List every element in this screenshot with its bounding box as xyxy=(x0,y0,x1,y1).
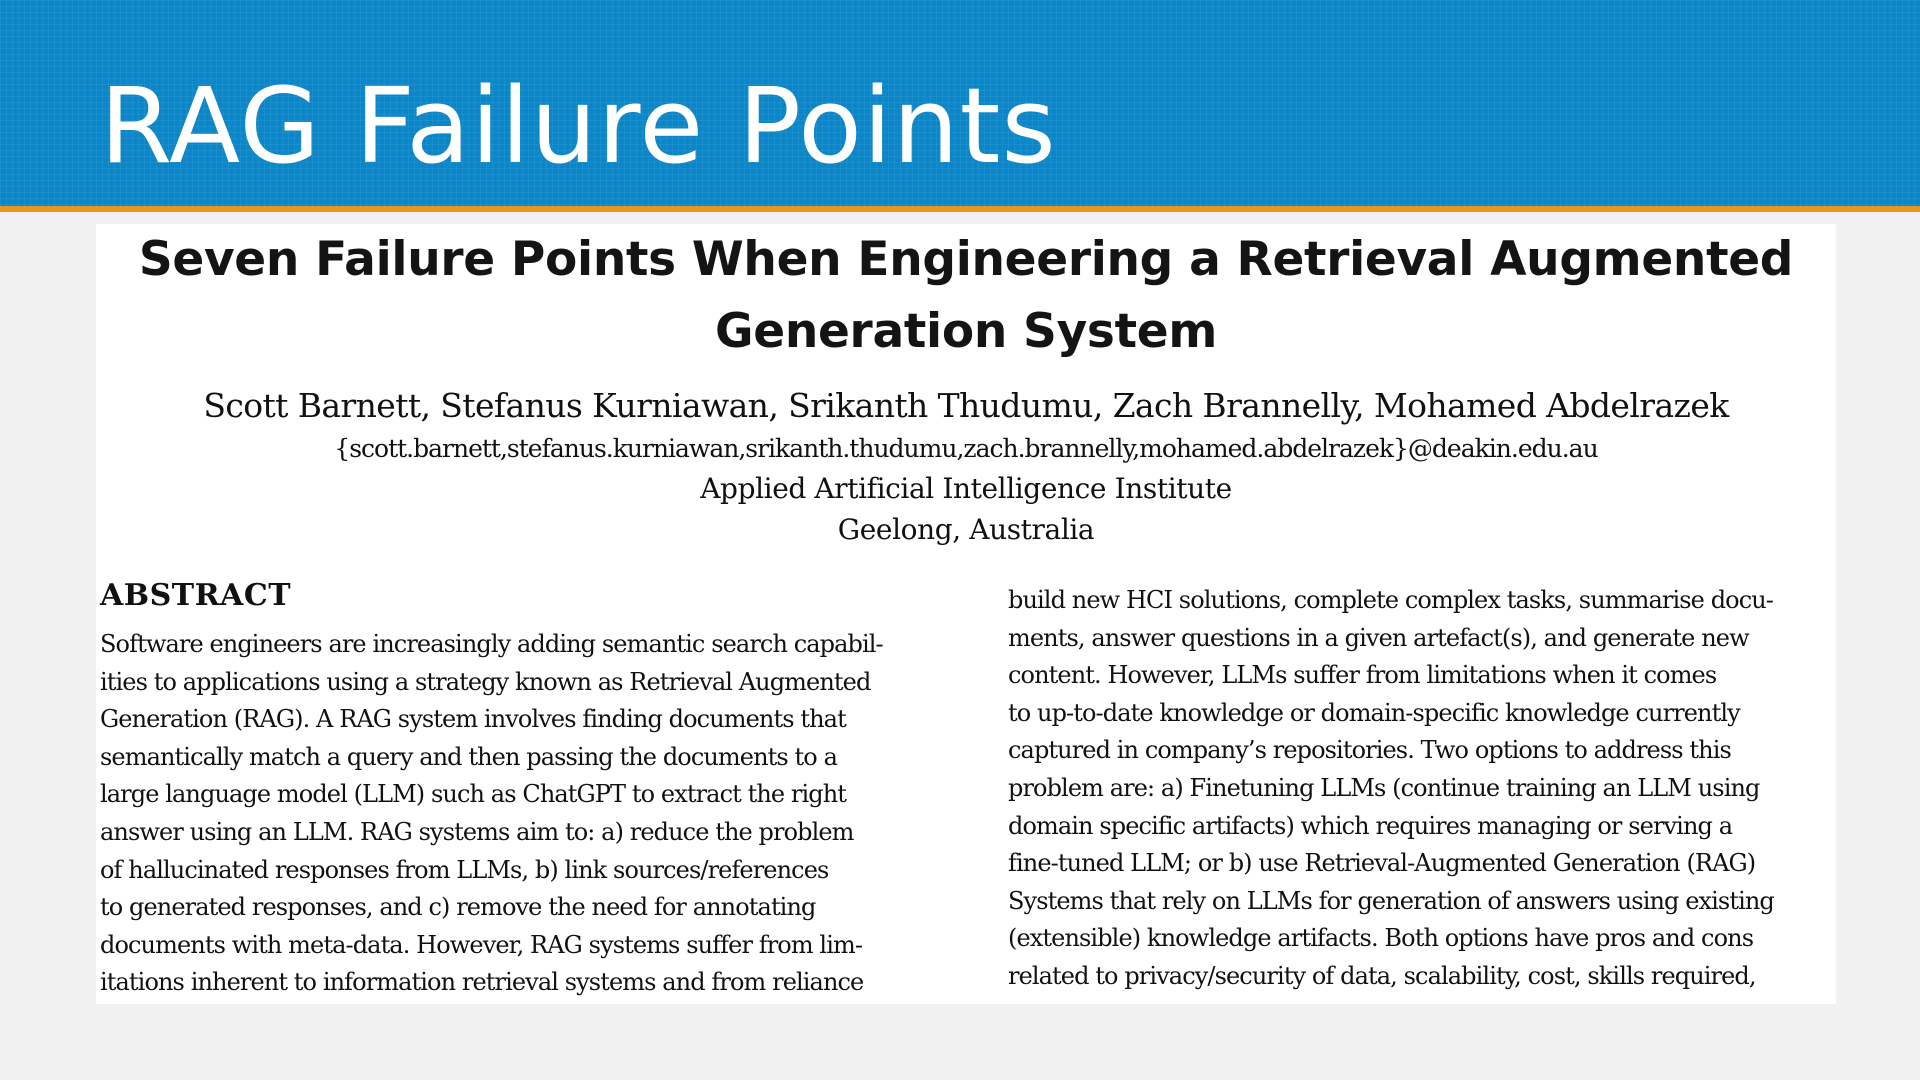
text-line: captured in company’s repositories. Two options to address this xyxy=(1008,736,1731,765)
text-line: semantically match a query and then passing the documents to a xyxy=(100,742,837,771)
text-line: answer using an LLM. RAG systems aim to: a) reduce the problem xyxy=(100,817,854,846)
paper-title-line: Generation System xyxy=(714,304,1218,359)
text-line: related to privacy/security of data, scalability, cost, skills required, xyxy=(1008,961,1756,990)
abstract-right-column xyxy=(1008,582,1836,996)
text-line: itations inherent to information retrieval systems and from reliance xyxy=(100,968,864,997)
text-line: large language model (LLM) such as ChatGPT to extract the right xyxy=(100,780,847,809)
paper-title xyxy=(96,224,1836,368)
text-line: build new HCI solutions, complete complex tasks, summarise docu- xyxy=(1008,586,1774,614)
text-line: ities to applications using a strategy known as Retrieval Augmented xyxy=(100,667,871,696)
text-line: content. However, LLMs suffer from limitations when it comes xyxy=(1008,661,1717,690)
paper-affiliation: Applied Artificial Intelligence Institute xyxy=(700,472,1232,505)
header-accent-rule xyxy=(0,206,1920,212)
text-line: of hallucinated responses from LLMs, b) link sources/references xyxy=(100,855,829,884)
paper-emails: {scott.barnett,stefanus.kurniawan,srikanth.thudumu,zach.brannelly,mohamed.abdelrazek}@deakin.edu.au xyxy=(334,434,1598,463)
text-line: Systems that rely on LLMs for generation of answers using existing xyxy=(1008,886,1774,915)
paper-authors: Scott Barnett, Stefanus Kurniawan, Srikanth Thudumu, Zach Brannelly, Mohamed Abdelrazek xyxy=(203,386,1729,425)
text-line: documents with meta-data. However, RAG systems suffer from lim- xyxy=(100,930,863,959)
text-line: problem are: a) Finetuning LLMs (continue training an LLM using xyxy=(1008,773,1760,802)
text-line: to generated responses, and c) remove the need for annotating xyxy=(100,893,816,922)
abstract-left-column xyxy=(100,626,930,1002)
text-line: ments, answer questions in a given artefact(s), and generate new xyxy=(1008,623,1749,652)
slide-title: RAG Failure Points xyxy=(100,65,1057,187)
text-line: Generation (RAG). A RAG system involves finding documents that xyxy=(100,705,846,734)
text-line: fine-tuned LLM; or b) use Retrieval-Augmented Generation (RAG) xyxy=(1008,849,1756,878)
text-line: (extensible) knowledge artifacts. Both options have pros and cons xyxy=(1008,924,1754,953)
paper-excerpt xyxy=(96,224,1836,1004)
text-line: Software engineers are increasingly adding semantic search capabil- xyxy=(100,630,883,658)
text-line: to up-to-date knowledge or domain-specific knowledge currently xyxy=(1008,698,1740,727)
paper-title-line: Seven Failure Points When Engineering a Retrieval Augmented xyxy=(138,232,1794,287)
text-line: domain specific artifacts) which requires managing or serving a xyxy=(1008,811,1733,840)
paper-location: Geelong, Australia xyxy=(837,513,1095,546)
abstract-heading: ABSTRACT xyxy=(100,578,292,613)
